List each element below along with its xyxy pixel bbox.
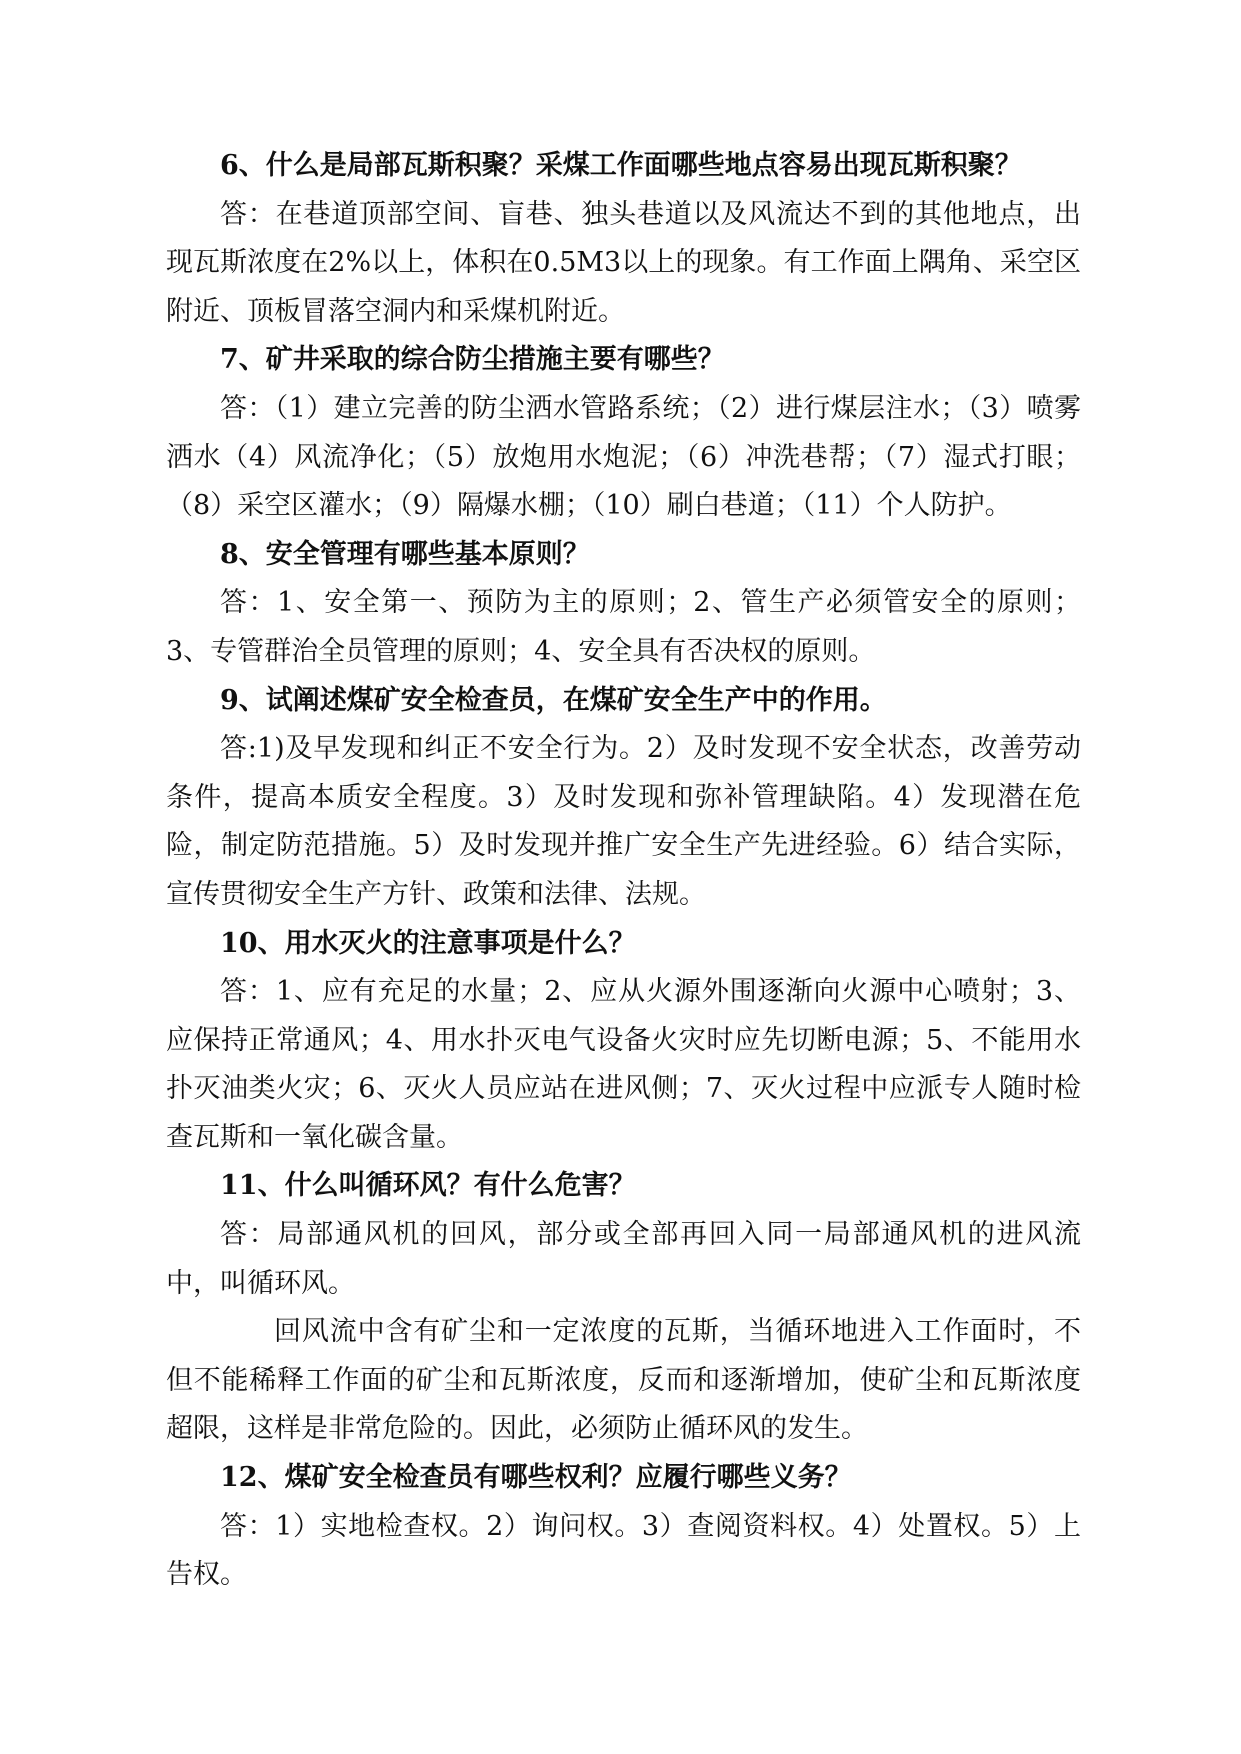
answer-11-continued: 回风流中含有矿尘和一定浓度的瓦斯，当循环地进入工作面时，不但不能稀释工作面的矿尘和瓦斯浓度，反而和逐渐增加，使矿尘和瓦斯浓度超限，这样是非常危险的。因此，必须防止循环风的发生。: [166, 1316, 1081, 1445]
question-9: 9、试阐述煤矿安全检查员，在煤矿安全生产中的作用。: [220, 684, 887, 716]
document-page: [166, 142, 1081, 1600]
question-12: 12、煤矿安全检查员有哪些权利？应履行哪些义务？: [220, 1462, 852, 1494]
answer-12: 答：1）实地检查权。2）询问权。3）查阅资料权。4）处置权。5）上告权。: [166, 1510, 1081, 1591]
question-6: 6、什么是局部瓦斯积聚？采煤工作面哪些地点容易出现瓦斯积聚？: [220, 150, 1022, 181]
answer-9: 答:1)及早发现和纠正不安全行为。2）及时发现不安全状态，改善劳动条件，提高本质安全程度。3）及时发现和弥补管理缺陷。4）发现潜在危险，制定防范措施。5）及时发现并推广安全生产先进经验。6）结合实际，宣传贯彻安全生产方针、政策和法律、法规。: [166, 733, 1081, 910]
answer-10: 答：1、应有充足的水量；2、应从火源外围逐渐向火源中心喷射；3、应保持正常通风；4、用水扑灭电气设备火灾时应先切断电源；5、不能用水扑灭油类火灾；6、灭火人员应站在进风侧；7、灭火过程中应派专人随时检查瓦斯和一氧化碳含量。: [166, 976, 1081, 1153]
question-11: 11、什么叫循环风？有什么危害？: [220, 1170, 636, 1202]
answer-7: 答：（1）建立完善的防尘洒水管路系统；（2）进行煤层注水；（3）喷雾洒水（4）风流净化；（5）放炮用水炮泥；（6）冲洗巷帮；（7）湿式打眼；（8）采空区灌水；（9）隔爆水棚；（10）刷白巷道；（11）个人防护。: [166, 392, 1081, 522]
question-8: 8、安全管理有哪些基本原则？: [220, 538, 590, 570]
question-10: 10、用水灭火的注意事项是什么？: [220, 927, 636, 959]
answer-6: 答：在巷道顶部空间、盲巷、独头巷道以及风流达不到的其他地点，出现瓦斯浓度在2%以上，体积在0.5M3以上的现象。有工作面上隅角、采空区附近、顶板冒落空洞内和采煤机附近。: [166, 198, 1081, 327]
answer-8: 答：1、安全第一、预防为主的原则；2、管生产必须管安全的原则；3、专管群治全员管理的原则；4、安全具有否决权的原则。: [166, 587, 1081, 667]
answer-11: 答：局部通风机的回风，部分或全部再回入同一局部通风机的进风流中，叫循环风。: [166, 1219, 1081, 1299]
question-7: 7、矿井采取的综合防尘措施主要有哪些？: [220, 344, 725, 376]
